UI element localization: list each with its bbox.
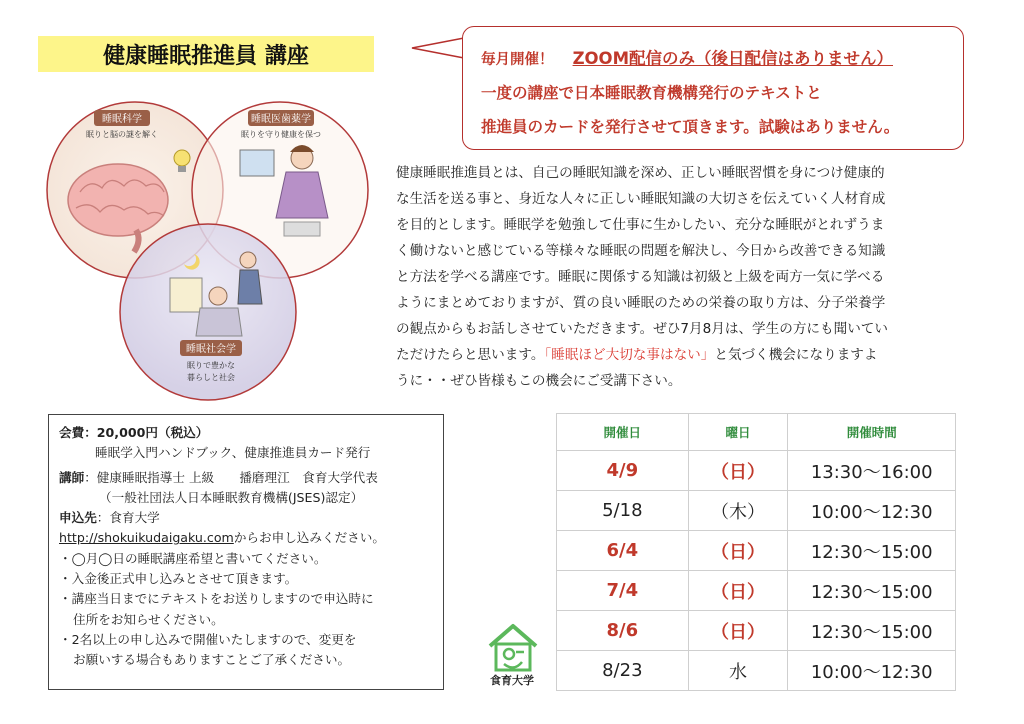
schedule-row — [557, 571, 956, 611]
schedule-time: 12:30〜15:00 — [788, 611, 956, 651]
announcement-line-1 — [481, 45, 893, 69]
schedule-row — [557, 651, 956, 691]
header-date: 開催日 — [557, 414, 689, 451]
description-text: と気づく機会になりますよ — [714, 347, 878, 363]
description-line: を目的とします。睡眠学を勉強して仕事に生かしたい、充分な睡眠がとれずうま — [396, 217, 885, 233]
description-line: ようにまとめておりますが、質の良い睡眠のための栄養の取り方は、分子栄養学 — [396, 295, 886, 311]
schedule-row — [557, 451, 956, 491]
schedule-date: 7/4 — [557, 571, 689, 611]
venn-sub-science: 眠りと脳の謎を解く — [86, 130, 158, 139]
fee-note: 睡眠学入門ハンドブック、健康推進員カード発行 — [95, 445, 371, 461]
website-link[interactable]: http://shokuikudaigaku.com — [59, 530, 234, 546]
logo-text: 食育大学 — [490, 674, 534, 687]
venn-label-medical — [241, 110, 321, 139]
fee-value: ：20,000円（税込） — [84, 425, 209, 440]
announcement-line-3: 推進員のカードを発行させて頂きます。試験はありません。 — [481, 118, 900, 136]
venn-sub-society-2: 暮らしと社会 — [187, 373, 235, 382]
description-line: な生活を送る事と、身近な人々に正しい睡眠知識の大切さを伝えていく人材育成 — [396, 191, 886, 207]
description-line: 健康睡眠推進員とは、自己の睡眠知識を深め、正しい睡眠習慣を身につけ健康的 — [396, 165, 885, 181]
url-suffix: からお申し込みください。 — [233, 530, 385, 546]
venn-label-society-text: 睡眠社会学 — [186, 344, 236, 355]
venn-label-science-text: 睡眠科学 — [102, 114, 142, 125]
schedule-date: 8/6 — [557, 611, 689, 651]
schedule-day: （日） — [688, 451, 788, 491]
schedule-day: （木） — [688, 491, 788, 531]
venn-label-science — [86, 110, 158, 139]
schedule-row — [557, 611, 956, 651]
bubble-tail — [410, 34, 466, 64]
description-line: うに・・ぜひ皆様もこの機会にご受講下さい。 — [396, 373, 682, 389]
venn-sub-medical: 眠りを守り健康を保つ — [241, 130, 321, 139]
header-time: 開催時間 — [788, 414, 956, 451]
schedule-time: 10:00〜12:30 — [788, 491, 956, 531]
fee-label: 会費 — [59, 425, 85, 440]
info-bullet-continued: 住所をお知らせください。 — [73, 611, 224, 627]
info-bullet: ・入金後正式申し込みとさせて頂きます。 — [59, 571, 298, 587]
description-line: の観点からもお話しさせていただきます。ぜひ7月8月は、学生の方にも聞いてい — [396, 321, 888, 337]
description-highlight: 「睡眠ほど大切な事はない」 — [544, 347, 715, 363]
info-bullet-continued: お願いする場合もありますことご了承ください。 — [73, 652, 351, 668]
info-bullet: ・講座当日までにテキストをお送りしますので申込時に — [59, 591, 374, 607]
schedule-table — [556, 413, 956, 691]
description-line: く働けないと感じている等様々な睡眠の問題を解決し、今日から改善できる知識 — [396, 243, 886, 259]
instructor-note: （一般社団法人日本睡眠教育機構(JSES)認定） — [99, 489, 364, 505]
schedule-time: 12:30〜15:00 — [788, 531, 956, 571]
announcement-line-2: 一度の講座で日本睡眠教育機構発行のテキストと — [481, 84, 822, 102]
schedule-row — [557, 491, 956, 531]
schedule-date: 6/4 — [557, 531, 689, 571]
description-text: ただけたらと思います。 — [396, 347, 545, 363]
instructor-label: 講師 — [59, 469, 85, 485]
info-bullet: ・◯月◯日の睡眠講座希望と書いてください。 — [59, 550, 327, 566]
schedule-date: 5/18 — [557, 491, 689, 531]
venn-label-society — [180, 340, 242, 382]
header-day: 曜日 — [688, 414, 788, 451]
description-line — [396, 342, 966, 368]
schedule-date: 4/9 — [557, 451, 689, 491]
schedule-day: 水 — [688, 651, 788, 691]
schedule-time: 12:30〜15:00 — [788, 571, 956, 611]
info-box — [48, 414, 444, 690]
description-line: と方法を学べる講座です。睡眠に関係する知識は初級と上級を両方一気に学べる — [396, 269, 885, 285]
monthly-label: 毎月開催！ — [481, 52, 554, 68]
schedule-row — [557, 531, 956, 571]
apply-label: 申込先 — [59, 510, 97, 526]
announcement-bubble — [462, 26, 964, 150]
schedule-day: （日） — [688, 571, 788, 611]
schedule-day: （日） — [688, 531, 788, 571]
schedule-time: 13:30〜16:00 — [788, 451, 956, 491]
venn-sub-society-1: 眠りで豊かな — [187, 361, 235, 370]
schedule-header-row — [557, 414, 956, 451]
zoom-notice: ZOOM配信のみ（後日配信はありません） — [572, 49, 893, 68]
schedule-day: （日） — [688, 611, 788, 651]
venn-illustration — [40, 92, 374, 404]
instructor-value: ：健康睡眠指導士 上級 播磨理江 食育大学代表 — [84, 469, 378, 485]
schedule-date: 8/23 — [557, 651, 689, 691]
info-bullet: ・2名以上の申し込みで開催いたしますので、変更を — [59, 631, 357, 647]
schedule-time: 10:00〜12:30 — [788, 651, 956, 691]
venn-label-medical-text: 睡眠医歯薬学 — [251, 114, 311, 125]
course-description — [396, 160, 966, 394]
apply-value: ：食育大学 — [96, 510, 160, 526]
page-title: 健康睡眠推進員 講座 — [38, 36, 374, 72]
